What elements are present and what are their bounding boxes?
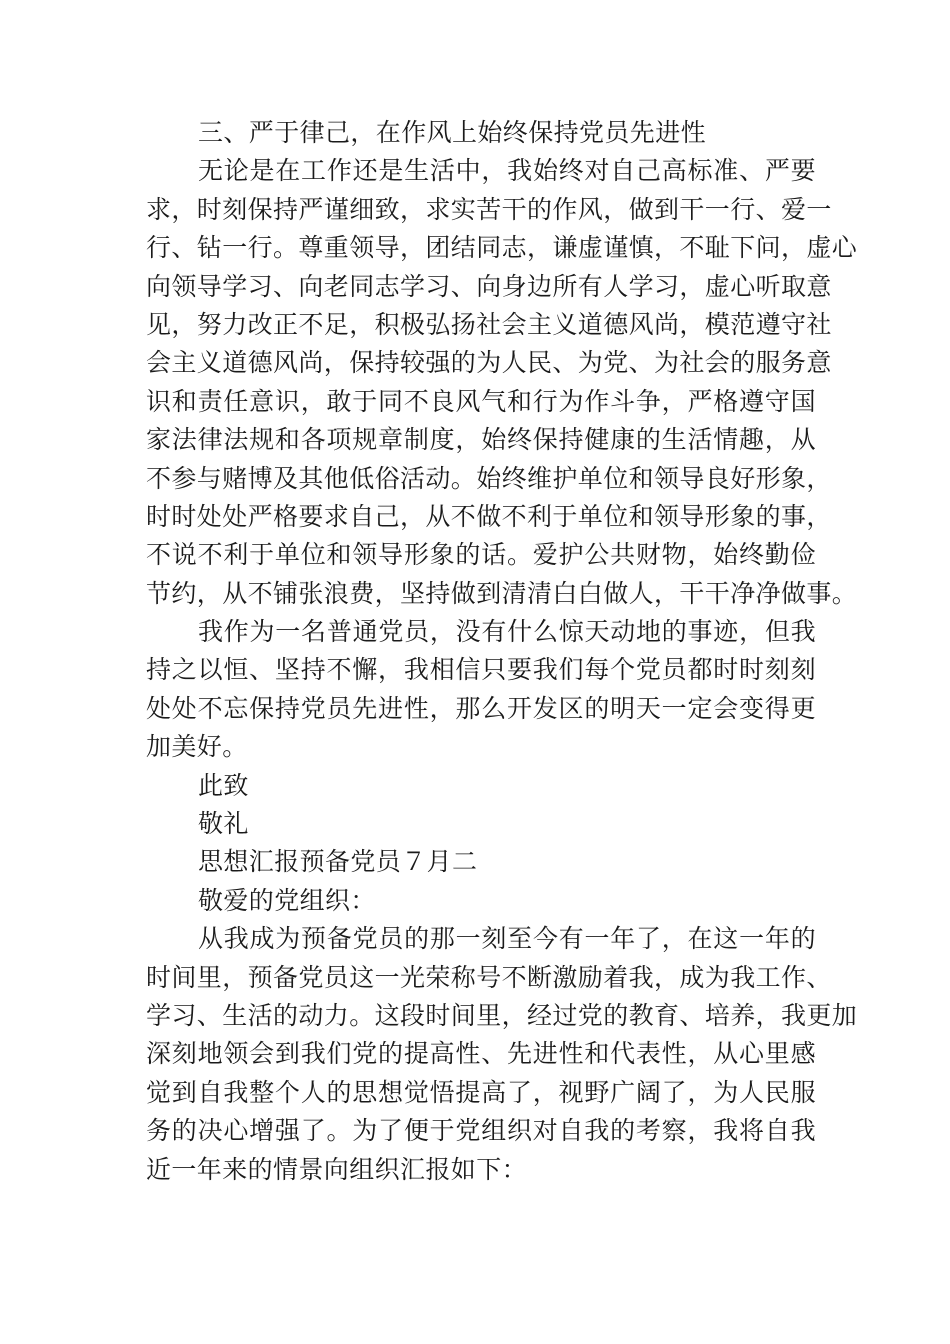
paragraph-conduct	[146, 152, 858, 613]
text-line: 不参与赌博及其他低俗活动。始终维护单位和领导良好形象，	[146, 463, 832, 493]
text-line: 求，时刻保持严谨细致，求实苦干的作风，做到干一行、爱一	[146, 194, 832, 224]
text-line: 向领导学习、向老同志学习、向身边所有人学习，虚心听取意	[146, 271, 832, 301]
text-line: 学习、生活的动力。这段时间里，经过党的教育、培养，我更加	[146, 1000, 858, 1030]
text-line: 行、钻一行。尊重领导，团结同志，谦虚谨慎，不耻下问，虚心	[146, 233, 858, 263]
text-line: 家法律法规和各项规章制度，始终保持健康的生活情趣，从	[146, 425, 816, 455]
text-line: 处处不忘保持党员先进性，那么开发区的明天一定会变得更	[146, 693, 816, 723]
salutation: 敬爱的党组织：	[198, 885, 376, 915]
text-line: 持之以恒、坚持不懈，我相信只要我们每个党员都时时刻刻	[146, 655, 816, 685]
text-line: 见，努力改正不足，积极弘扬社会主义道德风尚，模范遵守社	[146, 309, 832, 339]
text-line: 我作为一名普通党员，没有什么惊天动地的事迹，但我	[198, 617, 816, 647]
text-line: 觉到自我整个人的思想觉悟提高了，视野广阔了，为人民服	[146, 1077, 816, 1107]
text-line: 务的决心增强了。为了便于党组织对自我的考察，我将自我	[146, 1116, 816, 1146]
text-line: 节约，从不铺张浪费，坚持做到清清白白做人，干干净净做事。	[146, 578, 858, 608]
paragraph-summary	[146, 613, 816, 767]
text-line: 时间里，预备党员这一光荣称号不断激励着我，成为我工作、	[146, 962, 832, 992]
text-line: 近一年来的情景向组织汇报如下：	[146, 1154, 528, 1184]
closing-jingli: 敬礼	[198, 809, 249, 839]
text-line: 会主义道德风尚，保持较强的为人民、为党、为社会的服务意	[146, 348, 832, 378]
text-line: 无论是在工作还是生活中，我始终对自己高标准、严要	[198, 156, 816, 186]
closing-cizhi: 此致	[198, 770, 249, 800]
text-line: 不说不利于单位和领导形象的话。爱护公共财物，始终勤俭	[146, 540, 816, 570]
report-title: 思想汇报预备党员７月二	[198, 847, 478, 877]
document-body	[146, 114, 858, 1189]
text-line: 深刻地领会到我们党的提高性、先进性和代表性，从心里感	[146, 1039, 816, 1069]
section-heading: 三、严于律己，在作风上始终保持党员先进性	[198, 118, 707, 147]
text-line: 识和责任意识，敢于同不良风气和行为作斗争，严格遵守国	[146, 386, 816, 416]
text-line: 时时处处严格要求自己，从不做不利于单位和领导形象的事，	[146, 501, 832, 531]
paragraph-report-intro	[146, 920, 858, 1189]
text-line: 加美好。	[146, 732, 248, 762]
text-line: 从我成为预备党员的那一刻至今有一年了，在这一年的	[198, 924, 816, 954]
